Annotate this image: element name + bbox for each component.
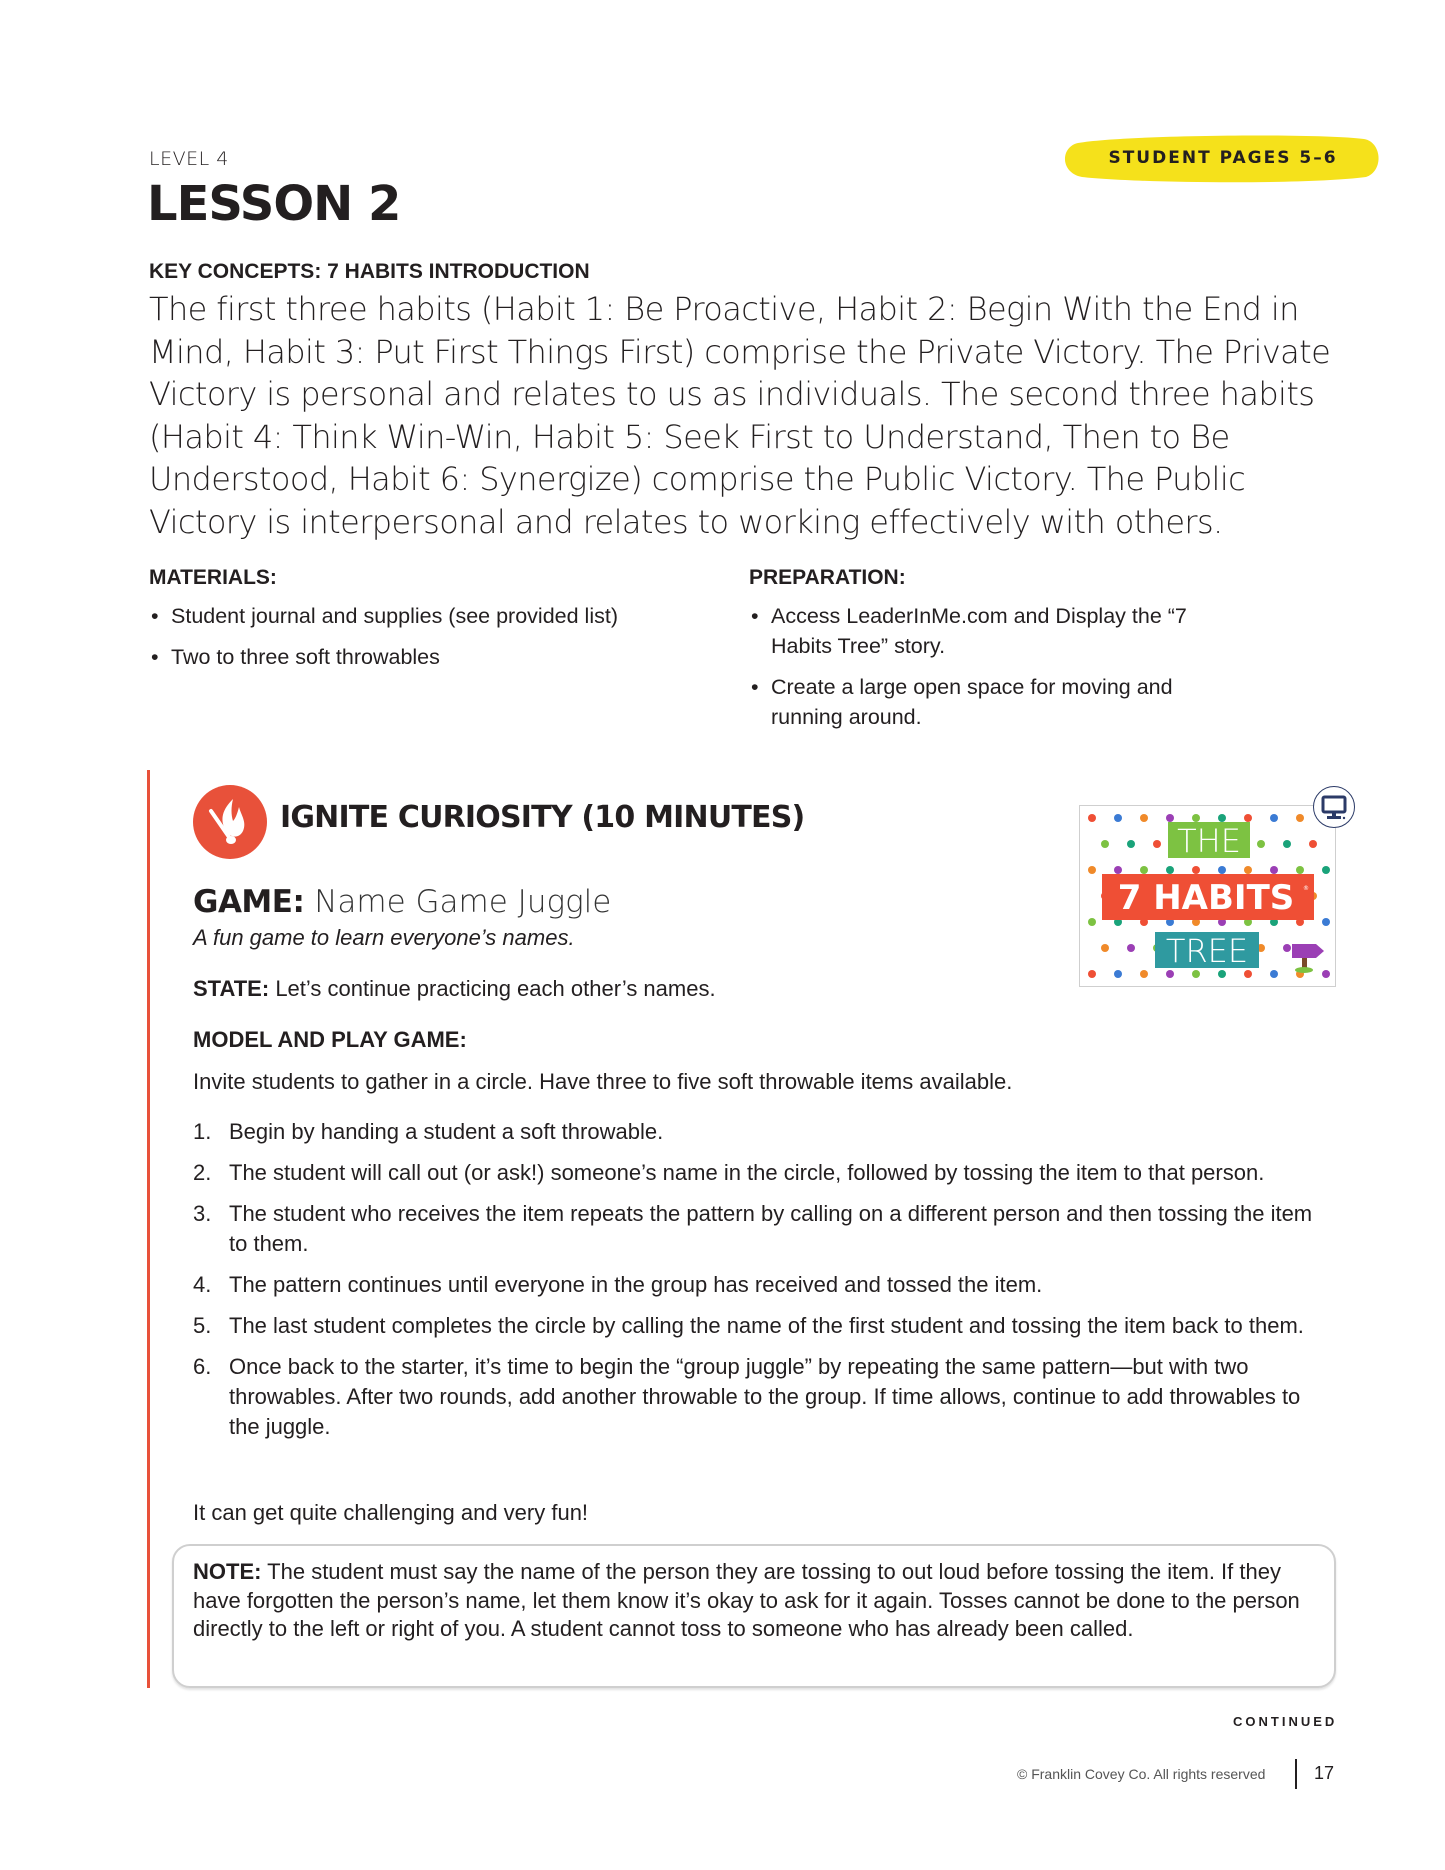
decorative-dot: [1192, 814, 1200, 822]
decorative-dot: [1270, 970, 1278, 978]
step-item: 5. The last student completes the circle by calling the name of the first student and tossing the item back to them.: [193, 1313, 1304, 1338]
lesson-title: LESSON 2: [147, 176, 401, 232]
decorative-dot: [1114, 814, 1122, 822]
preparation-item: • Access LeaderInMe.com and Display the “7 Habits Tree” story.: [749, 601, 1229, 661]
section-accent-line: [147, 770, 150, 1688]
decorative-dot: [1114, 866, 1122, 874]
monitor-icon: [1314, 787, 1354, 827]
badge-text: STUDENT PAGES 5–6: [1108, 148, 1338, 168]
decorative-dot: [1192, 970, 1200, 978]
step-item: 2. The student will call out (or ask!) someone’s name in the circle, followed by tossing the item to that person.: [193, 1160, 1265, 1185]
decorative-dot: [1088, 814, 1096, 822]
svg-text:®: ®: [1303, 885, 1309, 892]
signpost-icon: [1292, 944, 1324, 973]
level-label: LEVEL 4: [149, 148, 229, 170]
student-pages-badge: [1064, 133, 1382, 183]
decorative-dot: [1166, 814, 1174, 822]
decorative-dot: [1088, 866, 1096, 874]
state-text: Let’s continue practicing each other’s names.: [275, 976, 716, 1001]
note-label: NOTE:: [193, 1559, 262, 1584]
decorative-dot: [1218, 970, 1226, 978]
game-steps-list: [193, 1117, 1363, 1453]
game-subtitle: A fun game to learn everyone’s names.: [193, 925, 575, 950]
materials-list: [149, 601, 709, 683]
decorative-dot: [1244, 814, 1252, 822]
preparation-list: [749, 601, 1229, 743]
invite-text: Invite students to gather in a circle. Have three to five soft throwable items available.: [193, 1069, 1013, 1094]
decorative-dot: [1218, 866, 1226, 874]
decorative-dot: [1283, 840, 1291, 848]
decorative-dot: [1257, 840, 1265, 848]
decorative-dot: [1101, 840, 1109, 848]
match-flame-icon: [193, 785, 267, 859]
svg-text:7 HABITS: 7 HABITS: [1117, 878, 1295, 918]
footer-divider: [1295, 1759, 1297, 1789]
decorative-dot: [1296, 814, 1304, 822]
game-line: [193, 884, 611, 920]
decorative-dot: [1296, 866, 1304, 874]
decorative-dot: [1088, 918, 1096, 926]
decorative-dot: [1283, 944, 1291, 952]
note-text: [193, 1558, 1323, 1644]
game-name: Name Game Juggle: [314, 884, 612, 920]
preparation-item: • Create a large open space for moving and running around.: [749, 672, 1229, 732]
decorative-dot: [1322, 970, 1330, 978]
closing-text: It can get quite challenging and very fun!: [193, 1500, 589, 1525]
decorative-dot: [1322, 866, 1330, 874]
model-play-title: MODEL AND PLAY GAME:: [193, 1027, 467, 1052]
decorative-dot: [1140, 866, 1148, 874]
step-item: 1. Begin by handing a student a soft throwable.: [193, 1119, 664, 1144]
decorative-dot: [1270, 814, 1278, 822]
game-label: GAME:: [193, 884, 305, 920]
decorative-dot: [1244, 866, 1252, 874]
decorative-dot: [1309, 840, 1317, 848]
decorative-dot: [1140, 970, 1148, 978]
materials-item: • Two to three soft throwables: [149, 642, 709, 672]
materials-title: MATERIALS:: [149, 566, 277, 589]
materials-item: • Student journal and supplies (see provided list): [149, 601, 709, 631]
decorative-dot: [1088, 970, 1096, 978]
decorative-dot: [1127, 944, 1135, 952]
step-item: 3. The student who receives the item repeats the pattern by calling on a different person and then tossing the item to them.: [193, 1201, 1313, 1256]
decorative-dot: [1127, 840, 1135, 848]
key-concepts-title: KEY CONCEPTS: 7 HABITS INTRODUCTION: [149, 260, 590, 283]
continued-label: CONTINUED: [1233, 1714, 1338, 1729]
bullet-icon: •: [151, 604, 159, 628]
preparation-title: PREPARATION:: [749, 566, 906, 589]
note-body: The student must say the name of the person they are tossing to out loud before tossing the item. If they have forgotten the person’s name, let them know it’s okay to ask for it again. Tosses cannot be done to the person directly to the left or right of you. A student cannot toss to someone who has already been called.: [193, 1559, 1300, 1641]
bullet-icon: •: [751, 675, 759, 699]
state-line: [193, 976, 716, 1002]
decorative-dot: [1244, 970, 1252, 978]
decorative-dot: [1114, 970, 1122, 978]
display-on-screen-button[interactable]: [1313, 786, 1355, 828]
step-item: 6. Once back to the starter, it’s time to begin the “group juggle” by repeating the same pattern—but with two throwables. After two rounds, add another throwable to the group. If time allows, continue to add throwables to the juggle.: [193, 1354, 1301, 1439]
seven-habits-tree-thumbnail[interactable]: [1079, 805, 1336, 987]
key-concepts-text: The first three habits (Habit 1: Be Proactive, Habit 2: Begin With the End in Mind, Habit 3: Put First Things First) comprise the Private Victory. The Private Victory is personal and relates to us as individuals. The second three habits (Habit 4: Think Win-Win, Habit 5: Seek First to Understand, Then to Be Understood, Habit 6: Synergize) comprise the Public Victory. The Public Victory is interpersonal and relates to working effectively with others.: [149, 290, 1331, 541]
step-item: 4. The pattern continues until everyone in the group has received and tossed the item.: [193, 1272, 1043, 1297]
seven-habits-tree-image: [1080, 806, 1335, 986]
decorative-dot: [1140, 814, 1148, 822]
bullet-icon: •: [751, 604, 759, 628]
svg-text:TREE: TREE: [1165, 932, 1249, 970]
page-number: 17: [1314, 1763, 1335, 1783]
decorative-dot: [1218, 814, 1226, 822]
svg-text:THE: THE: [1177, 822, 1241, 860]
copyright-text: © Franklin Covey Co. All rights reserved: [1017, 1766, 1266, 1782]
decorative-dot: [1270, 866, 1278, 874]
decorative-dot: [1153, 840, 1161, 848]
decorative-dot: [1192, 866, 1200, 874]
decorative-dot: [1101, 944, 1109, 952]
state-label: STATE:: [193, 976, 270, 1001]
ignite-curiosity-title: IGNITE CURIOSITY (10 MINUTES): [280, 800, 805, 835]
decorative-dot: [1166, 866, 1174, 874]
bullet-icon: •: [151, 645, 159, 669]
decorative-dot: [1322, 918, 1330, 926]
decorative-dot: [1166, 970, 1174, 978]
